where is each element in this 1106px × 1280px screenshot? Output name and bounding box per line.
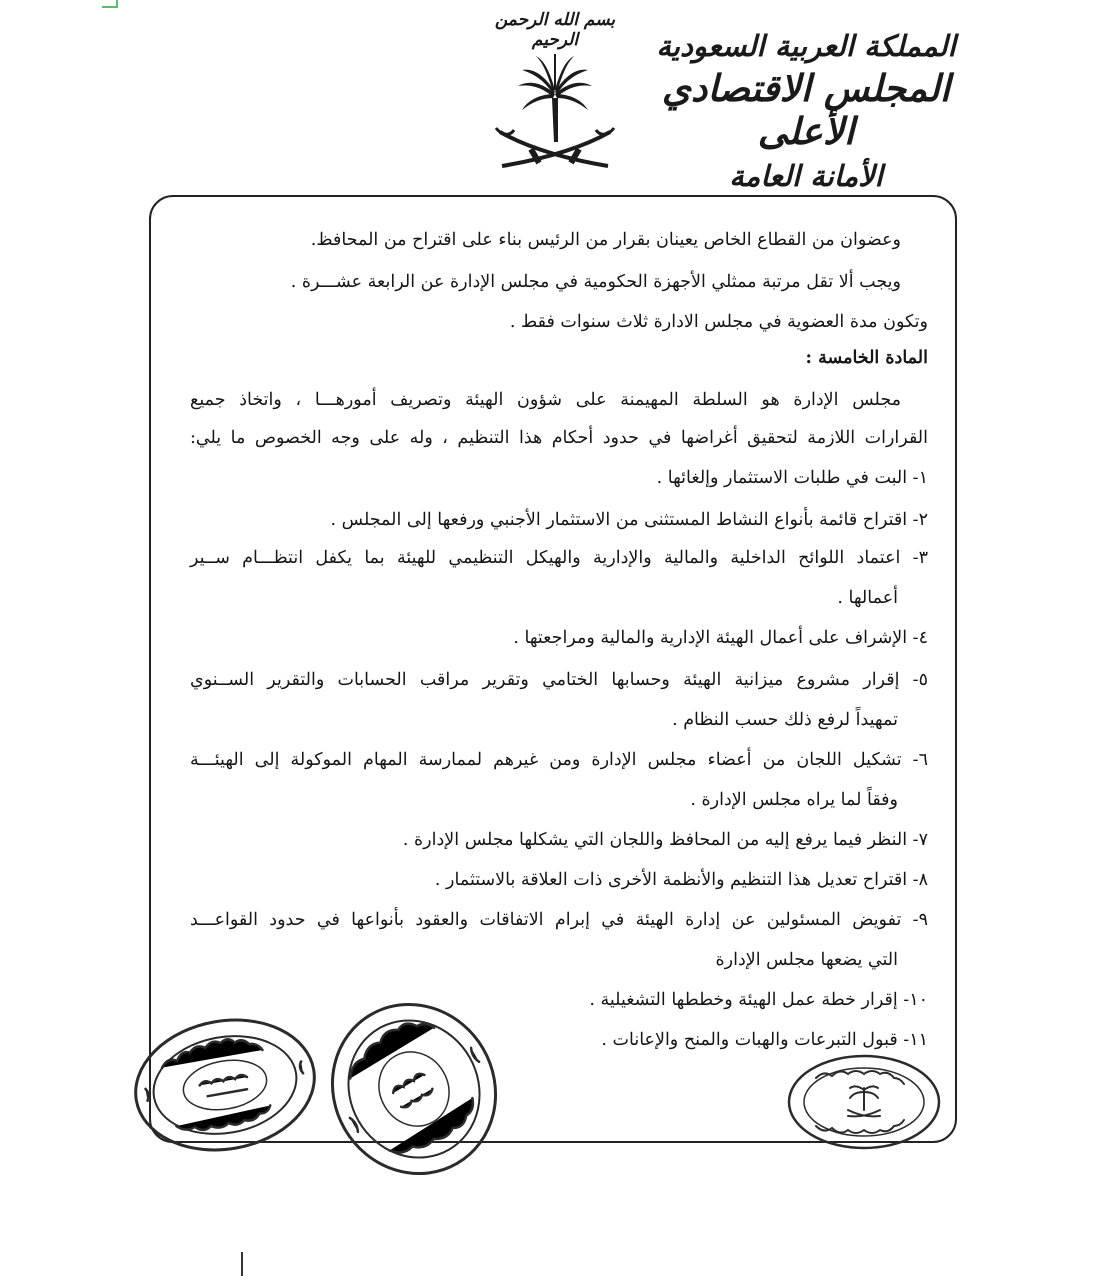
- body-line: وعضوان من القطاع الخاص يعينان بقرار من الرئيس بناء على اقتراح من المحافظ.: [310, 230, 901, 250]
- list-item-continuation: وفقاً لما يراه مجلس الإدارة .: [690, 790, 898, 810]
- list-item: ٩- تفويض المسئولين عن إدارة الهيئة في إبرام الاتفاقات والعقود بأنواعها في حدود القواعـــد: [190, 910, 928, 930]
- body-line: ويجب ألا تقل مرتبة ممثلي الأجهزة الحكومية في مجلس الإدارة عن الرابعة عشـــرة .: [290, 272, 901, 292]
- list-item: ٤- الإشراف على أعمال الهيئة الإدارية والمالية ومراجعتها .: [513, 628, 928, 648]
- list-item: ٥- إقرار مشروع ميزانية الهيئة وحسابها الختامي وتقرير مراقب الحسابات والتقرير الســنوي: [190, 670, 928, 690]
- body-line: مجلس الإدارة هو السلطة المهيمنة على شؤون الهيئة وتصريف أمورهـــا ، واتخاذ جميع: [190, 390, 901, 410]
- article-title: المادة الخامسة :: [805, 348, 928, 368]
- list-item-continuation: التي يضعها مجلس الإدارة: [715, 950, 898, 970]
- list-item: ٨- اقتراح تعديل هذا التنظيم والأنظمة الأخرى ذات العلاقة بالاستثمار .: [434, 870, 928, 890]
- basmala: بسم الله الرحمن الرحيم: [494, 10, 616, 50]
- kingdom-title: المملكة العربية السعودية: [656, 29, 956, 63]
- list-item-continuation: أعمالها .: [837, 588, 898, 608]
- list-item: ٧- النظر فيما يرفع إليه من المحافظ واللجان التي يشكلها مجلس الإدارة .: [402, 830, 928, 850]
- body-line: وتكون مدة العضوية في مجلس الادارة ثلاث سنوات فقط .: [509, 312, 928, 332]
- list-item: ١٠- إقرار خطة عمل الهيئة وخططها التشغيلية .: [589, 990, 928, 1010]
- list-item: ١- البت في طلبات الاستثمار وإلغائها .: [656, 468, 928, 488]
- letterhead: [656, 30, 956, 194]
- list-item-continuation: تمهيداً لرفع ذلك حسب النظام .: [672, 710, 898, 730]
- scan-corner-mark: [102, 0, 118, 8]
- list-item: ٦- تشكيل اللجان من أعضاء مجلس الإدارة ومن غيرهم لممارسة المهام الموكولة إلى الهيئـــة: [190, 750, 928, 770]
- list-item: ١١- قبول التبرعات والهبات والمنح والإعانات .: [601, 1030, 928, 1050]
- cabinet-secretariat-seal-stamp-icon: [786, 1052, 942, 1152]
- council-title: المجلس الاقتصادي الأعلى: [661, 66, 951, 153]
- list-item: ٣- اعتماد اللوائح الداخلية والمالية والإدارية والهيكل التنظيمي للهيئة بما يكفل انتظـــام ســير: [190, 548, 928, 568]
- margin-mark: [241, 1252, 243, 1276]
- secretariat-title: الأمانة العامة: [729, 159, 883, 194]
- list-item: ٢- اقتراح قائمة بأنواع النشاط المستثنى من الاستثمار الأجنبي ورفعها إلى المجلس .: [330, 510, 928, 530]
- body-line: القرارات اللازمة لتحقيق أغراضها في حدود أحكام هذا التنظيم ، وله على وجه الخصوص ما يلي:: [190, 428, 928, 448]
- palm-and-crossed-swords-emblem-icon: [492, 50, 618, 178]
